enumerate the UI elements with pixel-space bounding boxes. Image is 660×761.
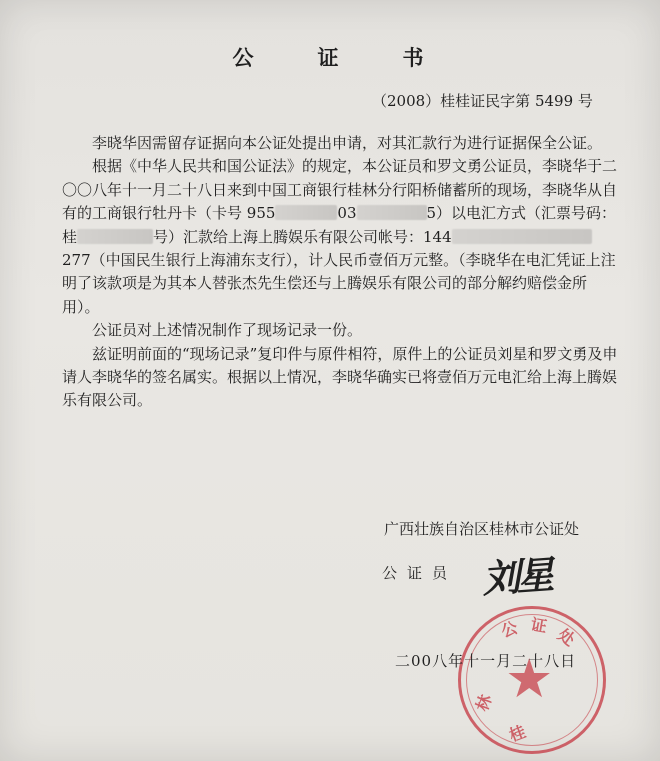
title-char: 书 xyxy=(402,45,428,70)
paragraph-text: 03 xyxy=(337,204,357,223)
document-date: 二00八年十一月二十八日 xyxy=(395,652,577,670)
document-title xyxy=(0,42,660,72)
notary-office: 广西壮族自治区桂林市公证处 xyxy=(384,520,580,538)
paragraph xyxy=(62,155,618,319)
redaction-mask xyxy=(77,229,153,244)
paragraph-text: 兹证明前面的“现场记录”复印件与原件相符，原件上的公证员刘星和罗文勇及申请人李晓华的签名属实。根据以上情况，李晓华确实已将壹佰万元电汇给上海上腾娱乐有限公司。 xyxy=(62,344,618,410)
seal-char: 处 xyxy=(554,624,579,650)
redaction-mask xyxy=(357,205,427,220)
paragraph-text: 5）以电汇方式（汇票号码：桂 xyxy=(62,204,617,246)
official-seal xyxy=(458,606,606,754)
notary-label: 公证员 xyxy=(382,564,458,582)
seal-char: 林 xyxy=(472,692,496,714)
title-char: 公 xyxy=(232,45,258,70)
redaction-mask xyxy=(452,229,592,244)
title-char: 证 xyxy=(317,45,343,70)
paragraph xyxy=(62,132,618,155)
notary-signature: 刘星 xyxy=(480,551,552,602)
paragraph-text: 李晓华因需留存证据向本公证处提出申请，对其汇款行为进行证据保全公证。 xyxy=(92,134,603,152)
star-icon: ★ xyxy=(505,647,554,710)
document-body xyxy=(62,132,618,413)
redaction-mask xyxy=(275,205,337,220)
paragraph-text: 277（中国民生银行上海浦东支行），计人民币壹佰万元整。（李晓华在电汇凭证上注明了该款项是为其本人替张杰先生偿还与上腾娱乐有限公司的部分解约赔偿金所用）。 xyxy=(62,251,616,316)
paragraph-text: 号）汇款给上海上腾娱乐有限公司帐号：144 xyxy=(153,227,452,246)
paragraph xyxy=(62,319,618,342)
paragraph-text: 公证员对上述情况制作了现场记录一份。 xyxy=(92,321,363,340)
seal-char: 公 xyxy=(498,617,521,642)
paragraph-text: 根据《中华人民共和国公证法》的规定，本公证员和罗文勇公证员，李晓华于二〇〇八年十一月二十八日来到中国工商银行桂林分行阳桥储蓄所的现场，李晓华从自有的工商银行牡丹卡（卡号 955 xyxy=(62,157,618,223)
paragraph xyxy=(62,343,618,413)
seal-char: 桂 xyxy=(506,721,529,746)
seal-char: 证 xyxy=(529,614,549,637)
document-number: （2008）桂桂证民字第 5499 号 xyxy=(372,92,593,110)
